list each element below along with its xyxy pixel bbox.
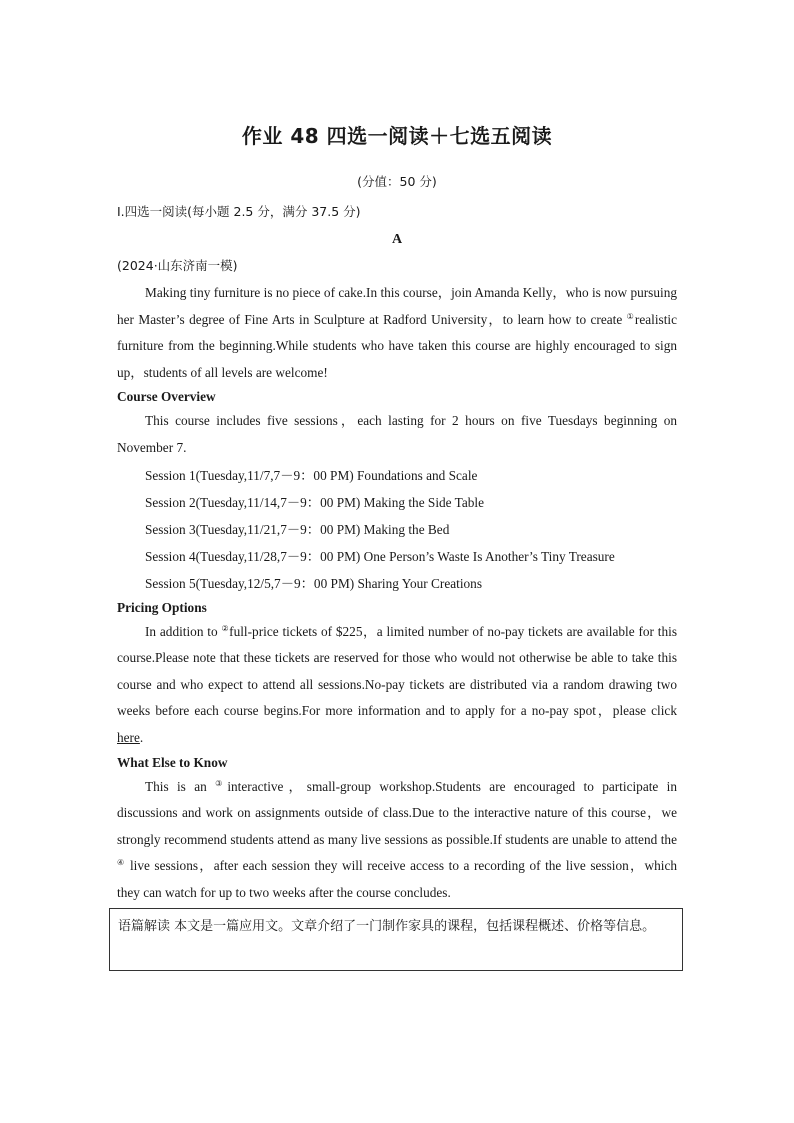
pricing-end: . [139,729,144,745]
intro-text-start: Making tiny furniture is no piece of cake.In this course，join Amanda Kelly，who is now pursuing her Master’s degree of Fine Arts in Sculpture at Radford University，to learn how to create [117,285,677,327]
blank-marker-3: ③ [215,778,228,788]
session-item: Session 5(Tuesday,12/5,7－9：00 PM) Sharing Your Creations [145,575,482,591]
else-text-start: This is an [145,778,207,794]
analysis-text: 语篇解读 本文是一篇应用文。文章介绍了一门制作家具的课程，包括课程概述、价格等信息。 [118,919,656,934]
overview-paragraph: This course includes five sessions，each lasting for 2 hours on five Tuesdays beginning on November 7. [117,413,677,455]
session-item: Session 2(Tuesday,11/14,7－9：00 PM) Making the Side Table [145,494,484,510]
intro-paragraph [117,280,677,386]
section-heading: Ⅰ.四选一阅读(每小题 2.5 分，满分 37.5 分) [117,204,361,219]
pricing-paragraph [117,619,677,752]
session-item: Session 3(Tuesday,11/21,7－9：00 PM) Making the Bed [145,521,450,537]
overview-heading: Course Overview [117,389,216,405]
passage-body [117,280,677,907]
here-link[interactable]: here [117,729,140,745]
session-item: Session 4(Tuesday,11/28,7－9：00 PM) One Person’s Waste Is Another’s Tiny Treasure [145,548,615,564]
page-title: 作业 48 四选一阅读＋七选五阅读 [241,124,553,148]
passage-letter: A [391,232,403,247]
else-paragraph [117,774,677,907]
blank-marker-2: ② [221,623,230,633]
blank-marker-1: ① [626,311,635,321]
analysis-box [109,908,683,971]
passage-source: (2024·山东济南一模) [117,258,238,273]
else-heading: What Else to Know [117,754,228,770]
pricing-text-start: In addition to [145,623,218,639]
blank-marker-4: ④ [117,858,126,868]
intro-text-end: realistic furniture from the beginning.While students who have taken this course are highly encouraged to sign up，students of all levels are welcome! [117,311,678,380]
else-text-mid: interactive，small-group workshop.Students are encouraged to participate in discussions and work on assignments outside of class.Due to the interactive nature of this course，we strongly recommend students attend as many live sessions as possible.If students are unable to attend the [117,778,678,847]
session-item: Session 1(Tuesday,11/7,7－9：00 PM) Foundations and Scale [145,467,478,483]
score-info: (分值：50 分) [357,174,437,189]
else-text-end: live sessions，after each session they will receive access to a recording of the live session，which they can watch for up to two weeks after the course concludes. [117,858,677,900]
pricing-heading: Pricing Options [117,599,207,615]
pricing-text-end: full-price tickets of $225，a limited number of no-pay tickets are available for this course.Please note that these tickets are reserved for those who would not otherwise be able to take this course and who expect to attend all sessions.No-pay tickets are distributed via a random drawing two weeks before each course begins.For more information and to apply for a no-pay spot，please click [117,623,678,719]
